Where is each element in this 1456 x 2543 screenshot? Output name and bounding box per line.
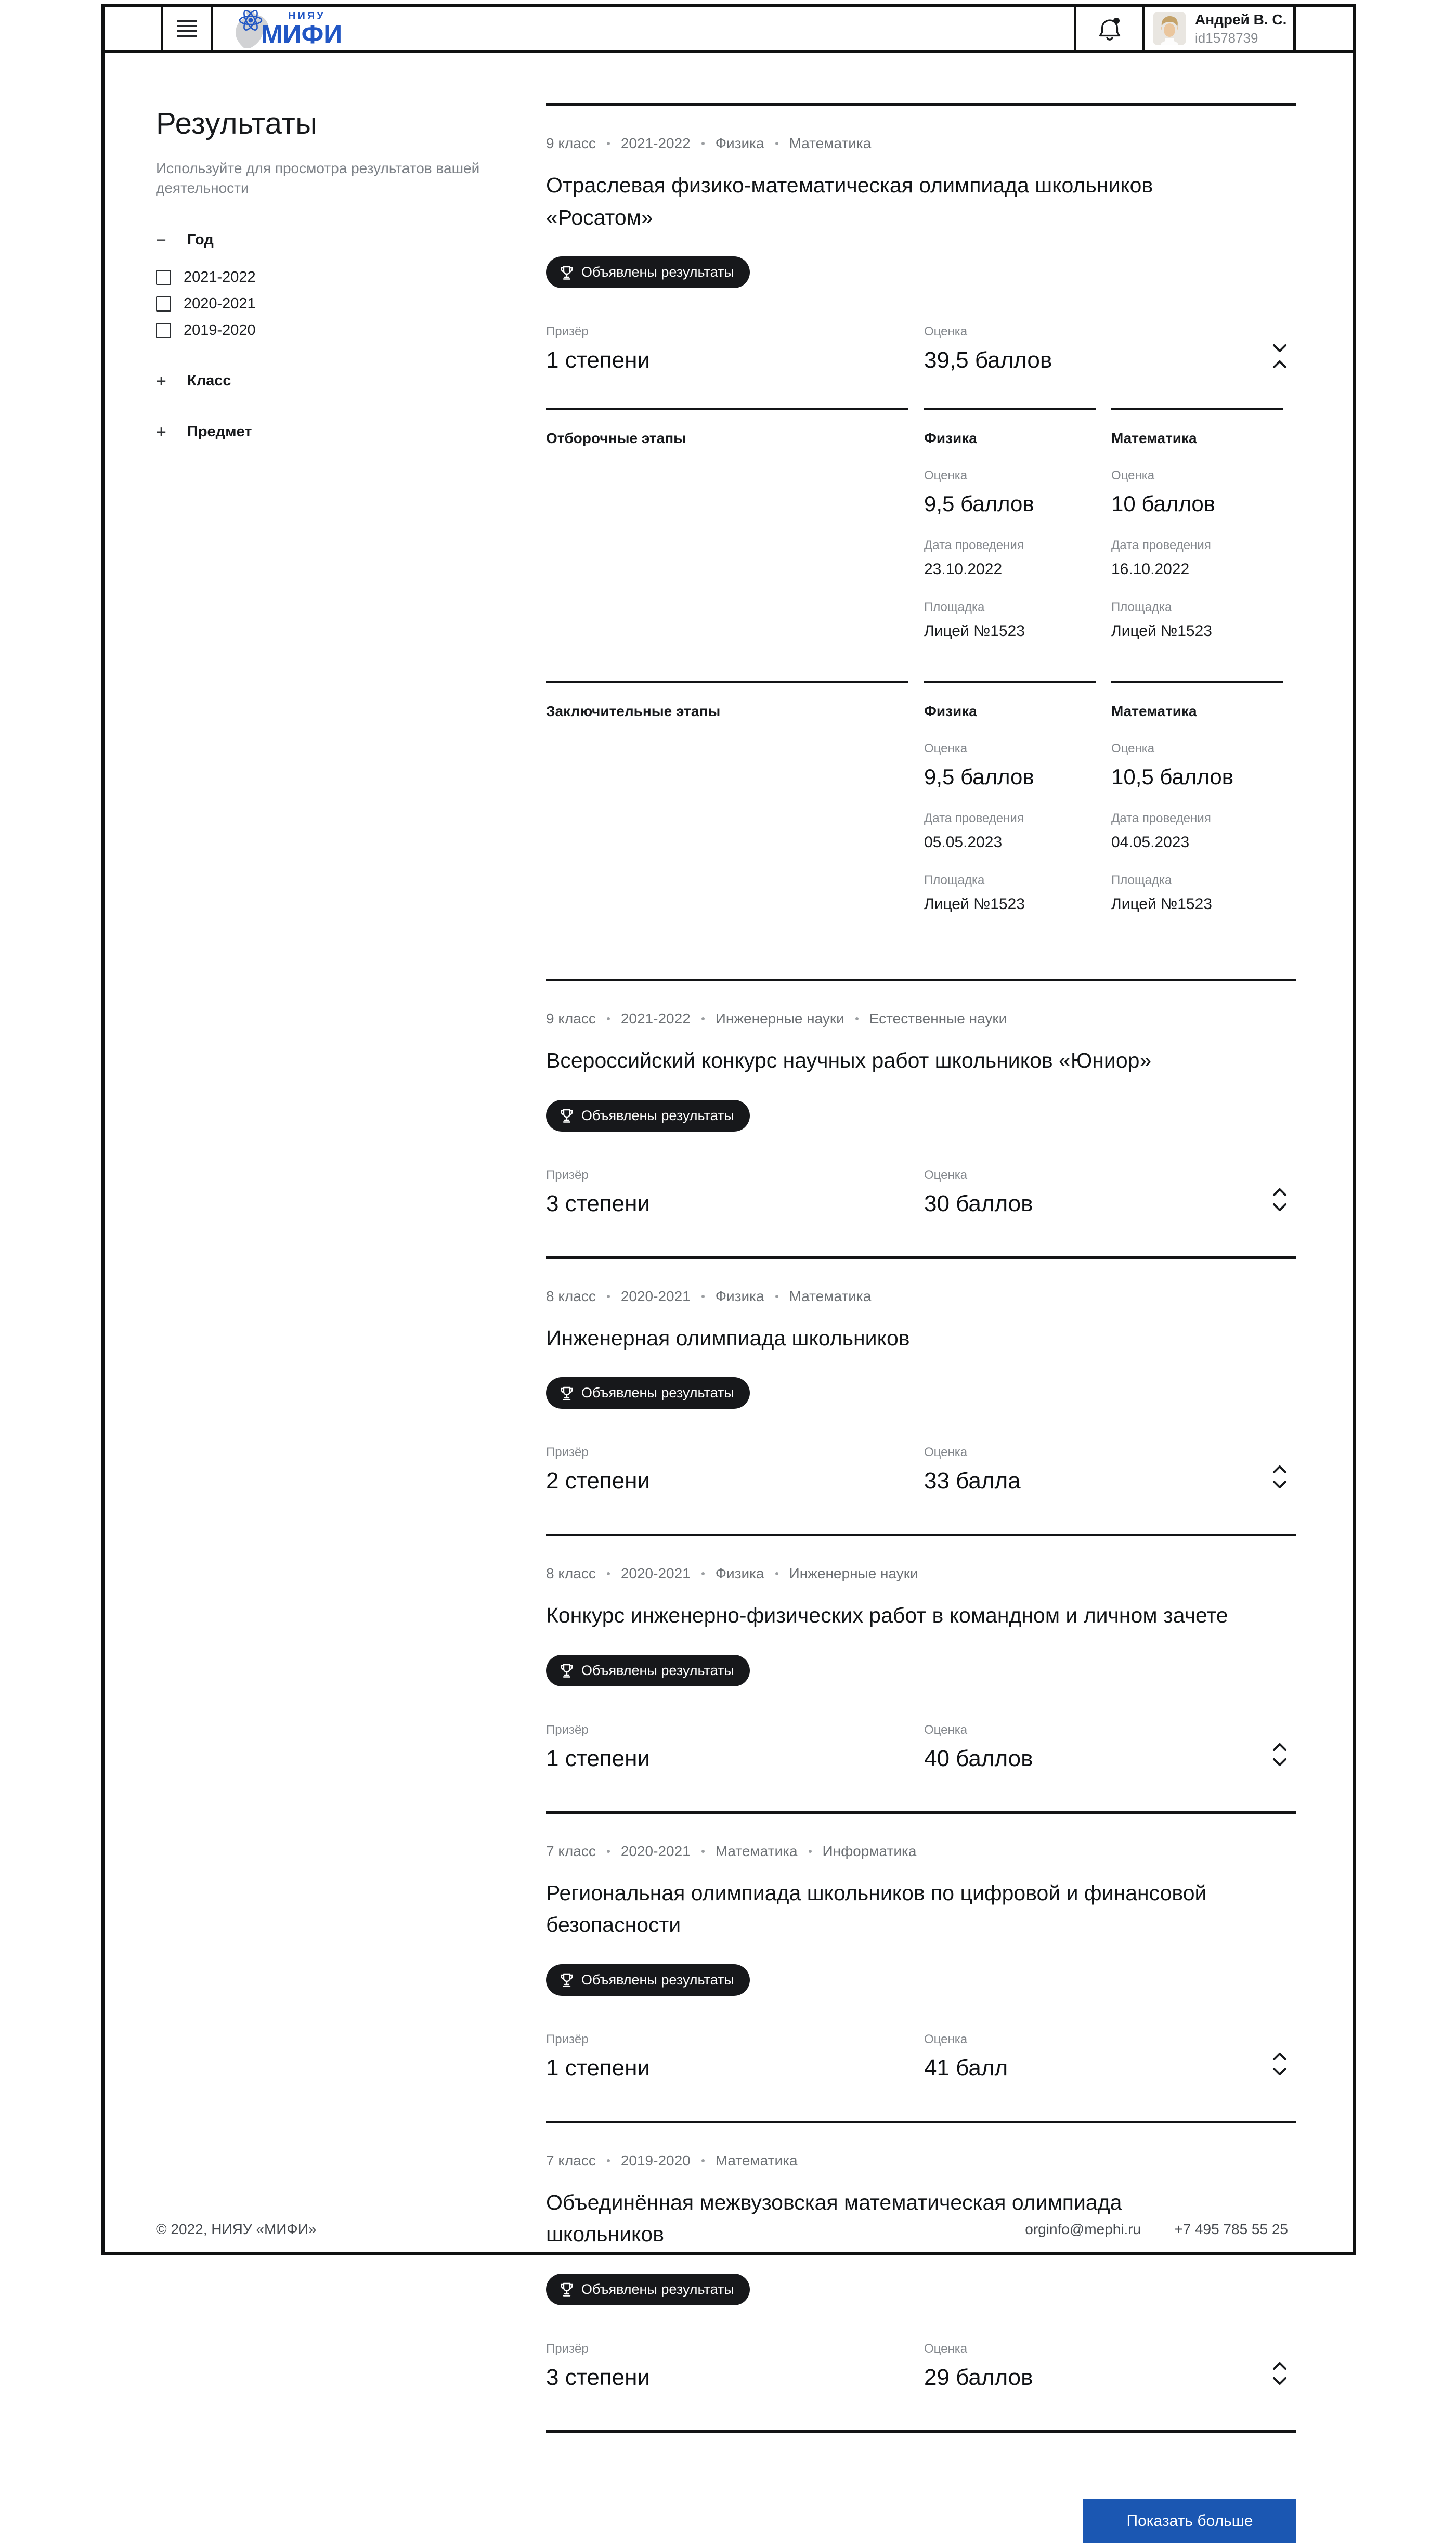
breadcrumb-item: 7 класс — [546, 1843, 596, 1859]
header-logo-cell — [213, 7, 1074, 50]
breadcrumb-item: Инженерные науки — [715, 1010, 844, 1027]
subject-venue-value: Лицей №1523 — [924, 622, 1025, 640]
chevron-up-icon — [1272, 360, 1287, 368]
prize-block — [546, 2032, 924, 2081]
score-label: Оценка — [924, 1722, 968, 1737]
score-value: 39,5 баллов — [924, 347, 1052, 373]
breadcrumb-item: 2021-2022 — [620, 1010, 691, 1027]
prize-value: 2 степени — [546, 1468, 650, 1494]
status-badge — [546, 256, 750, 288]
breadcrumb — [546, 2152, 1296, 2169]
filter-group — [156, 231, 499, 339]
footer-phone-link[interactable]: +7 495 785 55 25 — [1174, 2221, 1288, 2237]
prize-label: Призёр — [546, 2032, 589, 2046]
filter-group — [156, 423, 499, 441]
profile-texts — [1195, 11, 1286, 47]
stage-name: Отборочные этапы — [546, 430, 686, 446]
chevron-down-icon — [1272, 344, 1287, 353]
score-label: Оценка — [924, 1445, 968, 1459]
filter-option-label: 2021-2022 — [184, 268, 256, 286]
breadcrumb-item: 2021-2022 — [620, 135, 691, 151]
breadcrumb-item: Математика — [715, 1843, 798, 1859]
result-summary — [546, 1723, 1296, 1772]
breadcrumb-dot-icon — [701, 1572, 705, 1575]
result-summary — [546, 2032, 1296, 2081]
prize-value: 1 степени — [546, 347, 650, 373]
prize-label: Призёр — [546, 1445, 589, 1459]
profile-button[interactable] — [1145, 7, 1296, 50]
mephi-logo[interactable] — [227, 7, 342, 50]
result-summary — [546, 1445, 1296, 1494]
expand-icon: + — [156, 422, 166, 442]
content — [105, 53, 1353, 2543]
result-cards — [546, 103, 1296, 2433]
subject-venue-value: Лицей №1523 — [924, 896, 1025, 913]
filter-group-header-2[interactable] — [156, 372, 499, 390]
score-value: 30 баллов — [924, 1190, 1033, 1216]
prize-value: 1 степени — [546, 2055, 650, 2081]
trophy-icon — [560, 265, 574, 280]
user-name: Андрей В. С. — [1195, 11, 1287, 28]
olympiad-title: Объединённая межвузовская математическая олимпиада школьников — [546, 2190, 1122, 2246]
subject-date-label: Дата проведения — [924, 811, 1024, 825]
result-card — [546, 1534, 1296, 1811]
score-label: Оценка — [924, 2032, 968, 2046]
trophy-icon — [560, 1972, 574, 1988]
breadcrumb-item: 7 класс — [546, 2152, 596, 2169]
status-badge — [546, 1964, 750, 1996]
chevron-up-icon — [1272, 1188, 1287, 1196]
breadcrumb-dot-icon — [855, 1017, 859, 1020]
breadcrumb-item: 8 класс — [546, 1288, 596, 1304]
subject-venue-label: Площадка — [1111, 873, 1172, 887]
score-value: 41 балл — [924, 2055, 1008, 2081]
filter-group — [156, 372, 499, 390]
breadcrumb-item: 2020-2021 — [620, 1288, 691, 1304]
stage-name: Заключительные этапы — [546, 703, 721, 719]
prize-block — [546, 1168, 924, 1217]
breadcrumb-item: Математика — [789, 1288, 872, 1304]
logo-niyau: НИЯУ — [288, 10, 326, 22]
breadcrumb-dot-icon — [701, 1850, 705, 1853]
status-badge — [546, 2274, 750, 2305]
status-badge — [546, 1655, 750, 1686]
score-value: 33 балла — [924, 1468, 1021, 1494]
result-summary — [546, 325, 1296, 373]
breadcrumb-item: 9 класс — [546, 135, 596, 151]
breadcrumb-item: Математика — [789, 135, 872, 151]
prize-label: Призёр — [546, 1167, 589, 1182]
status-badge-label: Объявлены результаты — [581, 2281, 734, 2297]
breadcrumb-item: 2020-2021 — [620, 1565, 691, 1581]
status-badge — [546, 1100, 750, 1132]
avatar — [1153, 12, 1186, 45]
logo-mephi: МИФИ — [261, 19, 343, 49]
chevron-down-icon — [1272, 2068, 1287, 2076]
prize-block — [546, 2342, 924, 2391]
expand-card-button[interactable] — [1270, 1741, 1289, 1769]
result-card — [546, 1811, 1296, 2121]
subject-name: Физика — [924, 430, 977, 446]
result-summary — [546, 1168, 1296, 1217]
olympiad-title: Конкурс инженерно-физических работ в командном и личном зачете — [546, 1603, 1228, 1627]
subject-score-value: 10 баллов — [1111, 491, 1215, 516]
prize-label: Призёр — [546, 2341, 589, 2356]
stage-name-cell — [546, 681, 908, 939]
score-label: Оценка — [924, 2341, 968, 2356]
chevron-down-icon — [1272, 1203, 1287, 1212]
checkbox-icon[interactable] — [156, 296, 171, 312]
prize-value: 3 степени — [546, 1190, 650, 1216]
status-badge-label: Объявлены результаты — [581, 264, 734, 280]
expand-card-button[interactable] — [1270, 1186, 1289, 1214]
stage-subject-cell — [924, 408, 1096, 666]
subject-venue-label: Площадка — [924, 873, 985, 887]
stage-name-cell — [546, 408, 908, 666]
status-badge — [546, 1377, 750, 1409]
filter-option-label: 2020-2021 — [184, 295, 256, 312]
subject-score-value: 9,5 баллов — [924, 491, 1034, 516]
collapse-icon: − — [156, 230, 166, 250]
breadcrumb-item: 9 класс — [546, 1010, 596, 1027]
trophy-icon — [560, 1663, 574, 1678]
subject-venue-label: Площадка — [1111, 600, 1172, 614]
subject-score-value: 10,5 баллов — [1111, 764, 1234, 789]
filter-group-label: Предмет — [187, 423, 252, 440]
olympiad-title: Инженерная олимпиада школьников — [546, 1326, 910, 1350]
breadcrumb-dot-icon — [701, 2159, 705, 2162]
subject-name: Физика — [924, 703, 977, 719]
breadcrumb-dot-icon — [701, 1017, 705, 1020]
score-value: 40 баллов — [924, 1745, 1033, 1771]
breadcrumb-dot-icon — [775, 1295, 778, 1298]
score-block — [924, 1445, 1296, 1494]
breadcrumb-dot-icon — [607, 2159, 610, 2162]
breadcrumb-dot-icon — [607, 1850, 610, 1853]
stage-subject-cell — [924, 681, 1096, 939]
stage-row — [546, 408, 1296, 666]
hamburger-icon — [177, 20, 197, 37]
breadcrumb-item: 2020-2021 — [620, 1843, 691, 1859]
page-title: Результаты — [156, 107, 318, 140]
trophy-icon — [560, 2281, 574, 2297]
score-block — [924, 325, 1296, 373]
olympiad-title: Региональная олимпиада школьников по цифровой и финансовой безопасности — [546, 1880, 1207, 1937]
subject-venue-value: Лицей №1523 — [1111, 896, 1212, 913]
filter-option[interactable] — [156, 269, 499, 286]
breadcrumb-dot-icon — [607, 1017, 610, 1020]
checkbox-icon[interactable] — [156, 270, 171, 285]
filter-group-header-3[interactable] — [156, 423, 499, 441]
footer-copyright: © 2022, НИЯУ «МИФИ» — [156, 2221, 317, 2237]
breadcrumb — [546, 135, 1296, 152]
status-badge-label: Объявлены результаты — [581, 1107, 734, 1123]
breadcrumb-item: Информатика — [822, 1843, 917, 1859]
subject-date-value: 16.10.2022 — [1111, 561, 1190, 578]
breadcrumb-item: Инженерные науки — [789, 1565, 918, 1581]
subject-score-label: Оценка — [924, 742, 968, 756]
filter-group-label: Год — [187, 231, 214, 249]
breadcrumb — [546, 1565, 1296, 1582]
header-spacer-right — [1296, 7, 1353, 50]
show-more-button[interactable]: Показать больше — [1083, 2499, 1296, 2543]
footer-contacts — [1025, 2221, 1288, 2238]
breadcrumb-dot-icon — [607, 1295, 610, 1298]
menu-button[interactable] — [163, 7, 213, 50]
score-value: 29 баллов — [924, 2364, 1033, 2390]
collapse-card-button[interactable] — [1270, 342, 1289, 370]
filter-option-label: 2019-2020 — [184, 321, 256, 339]
expand-card-button[interactable] — [1270, 2359, 1289, 2388]
score-block — [924, 2342, 1296, 2391]
filters — [156, 231, 499, 441]
expand-card-button[interactable] — [1270, 1463, 1289, 1491]
subject-date-value: 05.05.2023 — [924, 834, 1003, 851]
breadcrumb-item: 2019-2020 — [620, 2152, 691, 2169]
result-card — [546, 2121, 1296, 2430]
trophy-icon — [560, 1108, 574, 1123]
subject-score-value: 9,5 баллов — [924, 764, 1034, 789]
notification-dot — [1113, 18, 1120, 24]
subject-date-value: 04.05.2023 — [1111, 834, 1190, 851]
breadcrumb — [546, 1010, 1296, 1027]
chevron-down-icon — [1272, 2377, 1287, 2385]
olympiad-title: Всероссийский конкурс научных работ школьников «Юниор» — [546, 1048, 1152, 1072]
expand-icon: + — [156, 371, 166, 391]
sidebar — [156, 106, 499, 441]
subject-date-label: Дата проведения — [1111, 811, 1211, 825]
breadcrumb-item: 8 класс — [546, 1565, 596, 1581]
chevron-up-icon — [1272, 1743, 1287, 1751]
subject-date-label: Дата проведения — [924, 538, 1024, 552]
olympiad-title: Отраслевая физико-математическая олимпиада школьников «Росатом» — [546, 173, 1153, 229]
breadcrumb-item: Физика — [715, 1565, 764, 1581]
subject-date-value: 23.10.2022 — [924, 561, 1003, 578]
filter-group-header-1[interactable] — [156, 231, 499, 249]
breadcrumb-item: Физика — [715, 135, 764, 151]
header-spacer-left — [105, 7, 163, 50]
status-badge-label: Объявлены результаты — [581, 1971, 734, 1988]
page-subtitle: Используйте для просмотра результатов вашей деятельности — [156, 160, 480, 196]
breadcrumb-dot-icon — [775, 142, 778, 145]
chevron-down-icon — [1272, 1758, 1287, 1767]
prize-block — [546, 1445, 924, 1494]
prize-label: Призёр — [546, 325, 589, 339]
bell-icon — [1097, 16, 1122, 42]
page-frame — [101, 4, 1356, 2529]
subject-name: Математика — [1111, 430, 1197, 446]
breadcrumb-dot-icon — [701, 142, 705, 145]
prize-label: Призёр — [546, 1722, 589, 1737]
chevron-up-icon — [1272, 2052, 1287, 2060]
breadcrumb-dot-icon — [607, 142, 610, 145]
header — [105, 7, 1353, 53]
results-list — [546, 53, 1296, 2543]
subject-date-label: Дата проведения — [1111, 538, 1211, 552]
logo-text — [261, 10, 342, 47]
trophy-icon — [560, 1385, 574, 1401]
chevron-up-icon — [1272, 2362, 1287, 2370]
breadcrumb-item: Математика — [715, 2152, 798, 2169]
expand-card-button[interactable] — [1270, 2050, 1289, 2078]
user-id: id1578739 — [1195, 30, 1258, 46]
filter-group-label: Класс — [187, 372, 231, 390]
score-label: Оценка — [924, 1167, 968, 1182]
status-badge-label: Объявлены результаты — [581, 1385, 734, 1400]
chevron-down-icon — [1272, 1481, 1287, 1489]
prize-value: 3 степени — [546, 2364, 650, 2390]
filter-option[interactable] — [156, 322, 499, 339]
stage-subject-cell — [1111, 681, 1283, 939]
subject-score-label: Оценка — [924, 469, 968, 483]
prize-block — [546, 325, 924, 373]
stage-subject-cell — [1111, 408, 1283, 666]
prize-value: 1 степени — [546, 1745, 650, 1771]
result-card — [546, 103, 1296, 979]
score-block — [924, 1168, 1296, 1217]
result-card — [546, 1256, 1296, 1534]
breadcrumb-dot-icon — [775, 1572, 778, 1575]
breadcrumb-dot-icon — [701, 1295, 705, 1298]
status-badge-label: Объявлены результаты — [581, 1662, 734, 1678]
subject-venue-value: Лицей №1523 — [1111, 622, 1212, 640]
prize-block — [546, 1723, 924, 1772]
score-block — [924, 1723, 1296, 1772]
subject-venue-label: Площадка — [924, 600, 985, 614]
breadcrumb-dot-icon — [607, 1572, 610, 1575]
breadcrumb — [546, 1288, 1296, 1305]
chevron-up-icon — [1272, 1465, 1287, 1473]
breadcrumb-dot-icon — [809, 1850, 812, 1853]
breadcrumb — [546, 1843, 1296, 1860]
result-card — [546, 979, 1296, 1256]
breadcrumb-item: Естественные науки — [869, 1010, 1007, 1027]
footer — [156, 2221, 1288, 2238]
breadcrumb-item: Физика — [715, 1288, 764, 1304]
score-block — [924, 2032, 1296, 2081]
subject-score-label: Оценка — [1111, 742, 1155, 756]
score-label: Оценка — [924, 325, 968, 339]
subject-name: Математика — [1111, 703, 1197, 719]
notifications-button[interactable] — [1074, 7, 1145, 50]
checkbox-icon[interactable] — [156, 323, 171, 338]
stage-row — [546, 681, 1296, 939]
subject-score-label: Оценка — [1111, 469, 1155, 483]
footer-email-link[interactable]: orginfo@mephi.ru — [1025, 2221, 1141, 2237]
filter-option[interactable] — [156, 295, 499, 313]
result-summary — [546, 2342, 1296, 2391]
filter-options — [156, 269, 499, 339]
